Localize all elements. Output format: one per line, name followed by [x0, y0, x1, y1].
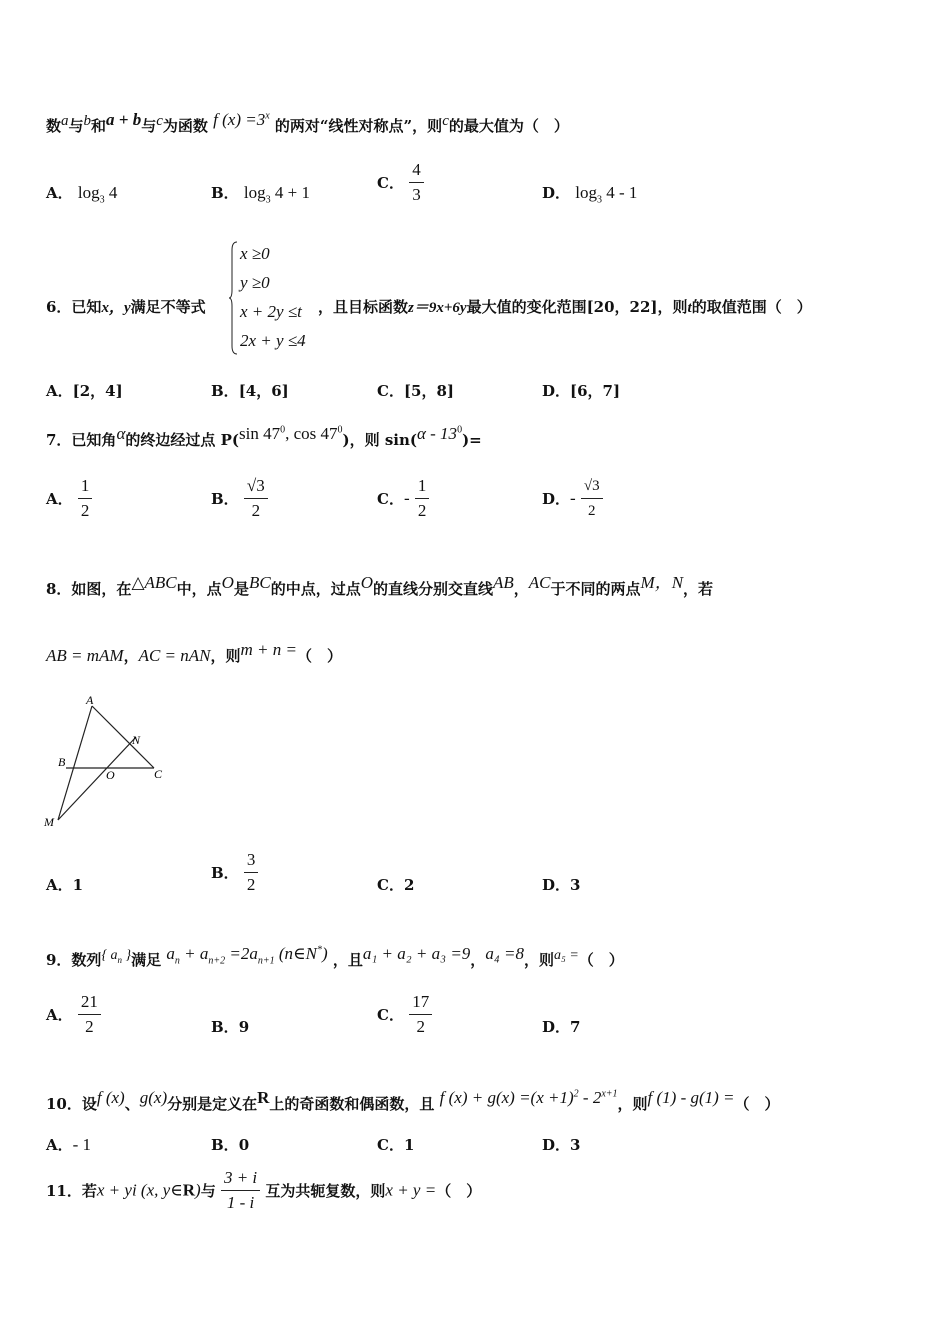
q9-option-d[interactable]: D．7	[542, 1018, 581, 1036]
label-N: N	[132, 733, 141, 747]
q9-option-c[interactable]: C． $\frac{17}{2}$	[377, 992, 432, 1037]
inequality-row: y ≥0	[240, 273, 270, 292]
label-C: C	[154, 767, 163, 781]
q7-option-a[interactable]: A． $\frac{1}{2}$	[46, 476, 92, 521]
q7-option-c[interactable]: C．- $\frac{1}{2}$	[377, 476, 429, 521]
label-O: O	[106, 768, 115, 782]
q10-option-a[interactable]: A．- 1	[46, 1135, 92, 1154]
q7-stem: 7．已知角$^\alpha$的终边经过点 P($^{sin 47^0, cos 47^0}$)，则 sin($^{\alpha - 13^0}$)=	[46, 424, 482, 449]
q6-option-b[interactable]: B．[4，6]	[211, 382, 289, 400]
q5-option-d[interactable]: D． $\log_3 4 - 1$	[542, 183, 638, 206]
q6-option-c[interactable]: C．[5，8]	[377, 382, 455, 400]
q6-stem-left: 6．已知x，y满足不等式	[46, 298, 206, 316]
q10-option-d[interactable]: D．3	[542, 1136, 581, 1154]
inequality-row: x + 2y ≤t	[240, 302, 302, 321]
q6-option-a[interactable]: A．[2，4]	[46, 382, 123, 400]
q8-option-a[interactable]: A．1	[46, 876, 84, 894]
label-A: A	[86, 693, 94, 707]
q9-option-a[interactable]: A． $\frac{21}{2}$	[46, 992, 101, 1037]
q5-stem: 数$^a$与$^b$和$^{a + b}$与$^c$为函数 $^{f (x) =3^x}$ 的两对“线性对称点”，则$^c$的最大值为（ ）	[46, 110, 569, 135]
q10-option-b[interactable]: B．0	[211, 1136, 250, 1154]
q8-option-d[interactable]: D．3	[542, 876, 581, 894]
label-B: B	[58, 755, 66, 769]
q5-option-c[interactable]: C． $\frac{4}{3}$	[377, 160, 424, 205]
q8-condition: AB = mAM，AC = nAN，则$^{m + n =}$（ ）	[46, 640, 343, 665]
q9-stem: 9．数列$^{\{ a_n \}}$满足 $^{a_n + a_{n+2} =2a_{n+1} (n\in N^*)}$ ，且$^{a_1 + a_2 + a_3 =9}$，$^{a_4 =8}$，则$^{a_5 =}$（ ）	[46, 944, 624, 969]
q5-option-b[interactable]: B． $\log_3 4 + 1$	[211, 183, 310, 206]
q11-stem: 11．若x + yi (x, y∈R)与 $\frac{3 + i}{1 - i}$ 互为共轭复数，则x + y =（ ）	[46, 1168, 482, 1212]
q10-option-c[interactable]: C．1	[377, 1136, 415, 1154]
inequality-row: 2x + y ≤4	[240, 331, 306, 350]
line-AC	[92, 706, 154, 768]
q8-option-b[interactable]: B． $\frac{3}{2}$	[211, 850, 258, 895]
left-brace-icon	[228, 240, 238, 356]
inequality-row: x ≥0	[240, 244, 270, 263]
q7-option-b[interactable]: B． $\frac{√3}{2}$	[211, 476, 268, 521]
label-M: M	[44, 815, 54, 829]
q10-stem: 10．设$^{f (x)}$、$^{g(x)}$分别是定义在$^R$上的奇函数和偶函数，且 $^{f (x) + g(x) =(x +1)^2 - 2^{x+1}}$，则$^{f (1) - g(1) =}$（ ）	[46, 1088, 780, 1113]
q8-triangle-figure	[40, 692, 180, 832]
q8-option-c[interactable]: C．2	[377, 876, 415, 894]
q6-option-d[interactable]: D．[6，7]	[542, 382, 621, 400]
line-MN	[58, 737, 136, 820]
q9-option-b[interactable]: B．9	[211, 1018, 250, 1036]
q8-stem: 8．如图，在$^{\triangle ABC}$中，点$^O$是$^{BC}$的中点，过点$^O$的直线分别交直线$^{AB}$，$^{AC}$于不同的两点$^{M,N}$，若	[46, 573, 714, 598]
q5-option-a[interactable]: A． $\log_3 4$	[46, 183, 118, 206]
q6-stem-right: ，且目标函数z＝9x+6y最大值的变化范围[20，22]，则t的取值范围（ ）	[318, 298, 812, 316]
q7-option-d[interactable]: D．- $\frac{√3}{2}$	[542, 476, 603, 521]
